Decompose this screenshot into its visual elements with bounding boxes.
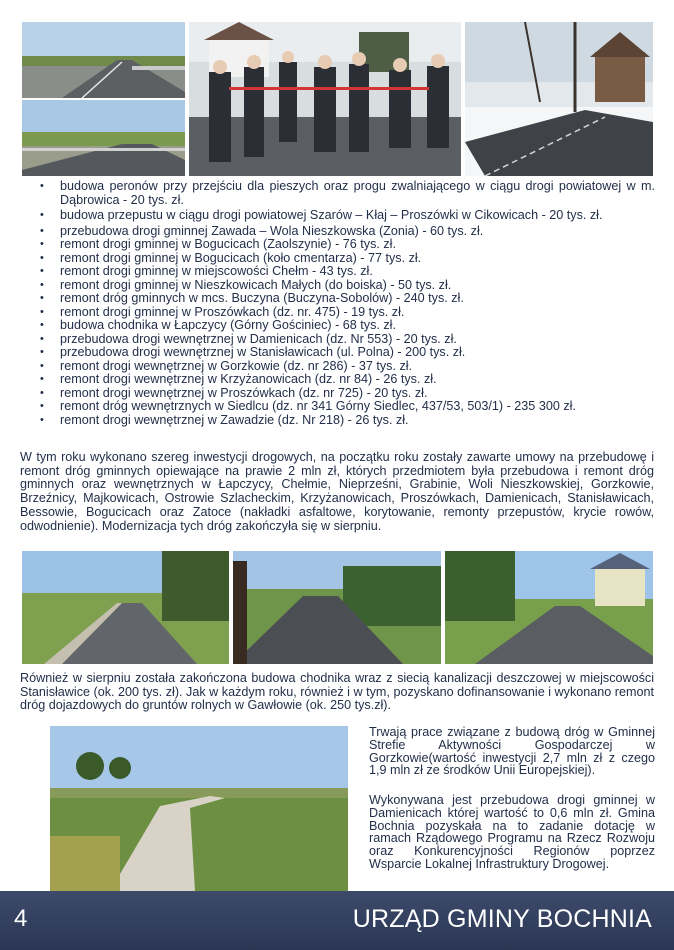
list-item: • przebudowa drogi wewnętrznej w Stanisławicach (ul. Polna) - 200 tys. zł.: [40, 346, 655, 360]
list-item: • przebudowa drogi wewnętrznej w Damienicach (dz. Nr 553) - 20 tys. zł.: [40, 333, 655, 347]
photo-gravel-road: [50, 726, 348, 891]
list-item: • budowa przepustu w ciągu drogi powiatowej Szarów – Kłaj – Proszówki w Cikowicach - 20 tys. zł.: [40, 209, 655, 223]
list-item: • remont drogi wewnętrznej w Gorzkowie (dz. nr 286) - 37 tys. zł.: [40, 360, 655, 374]
investment-list: [40, 180, 655, 427]
photo-road-curve: [233, 551, 441, 664]
photo-road-village: [445, 551, 653, 664]
list-item: • remont dróg gminnych w mcs. Buczyna (Buczyna-Sobolów) - 240 tys. zł.: [40, 292, 655, 306]
photo-road-trees: [22, 551, 229, 664]
list-item: • budowa chodnika w Łapczycy (Górny Gościniec) - 68 tys. zł.: [40, 319, 655, 333]
list-item: • remont drogi wewnętrznej w Krzyżanowicach (dz. nr 84) - 26 tys. zł.: [40, 373, 655, 387]
footer-title: URZĄD GMINY BOCHNIA: [352, 905, 652, 933]
paragraph-damienice-road: Wykonywana jest przebudowa drogi gminnej w Damienicach której wartość to 0,6 mln zł. Gmina Bochnia pozyskała na to zadanie dotację w ramach Rządowego Programu na Rzecz Rozwoju oraz Konkurencyjności Regionów poprzez Wsparcie Lokalnej Infrastruktury Drogowej.: [369, 793, 655, 871]
list-item: • remont drogi gminnej w Proszówkach (dz. nr. 475) - 19 tys. zł.: [40, 306, 655, 320]
paragraph-road-investments: W tym roku wykonano szereg inwestycji drogowych, na początku roku zostały zawarte umowy na przebudowę i remont dróg gminnych opiewające na prawie 2 mln zł, których przedmiotem była przebudowa i remont dróg gminnych oraz wewnętrznych w Łapczycy, Chełmie, Nieprześni, Grabinie, Woli Nieszkowskiej, Gorzkowie, Brzeźnicy, Majkowicach, Ostrowie Szlacheckim, Krzyżanowicach, Proszówkach, Damienicach, Stanisławicach, Bessowie, Bogucicach oraz Zatoce (nakładki asfaltowe, korytowanie, remonty przepustów, krycie rowów, odwodnienie). Modernizacja tych dróg zakończyła się w sierpniu.: [20, 450, 654, 533]
photo-road-fields: [22, 100, 185, 176]
list-item: • przebudowa drogi gminnej Zawada – Wola Nieszkowska (Zonia) - 60 tys. zł.: [40, 225, 655, 239]
list-item: • remont drogi wewnętrznej w Proszówkach (dz. nr 725) - 20 tys. zł.: [40, 387, 655, 401]
photo-ribbon-cutting: [189, 22, 461, 176]
list-item: • budowa peronów przy przejściu dla pieszych oraz progu zwalniającego w ciągu drogi powiatowej w m. Dąbrowica - 20 tys. zł.: [40, 180, 655, 207]
photo-winter-road: [465, 22, 653, 176]
list-item: • remont drogi gminnej w Nieszkowicach Małych (do boiska) - 50 tys. zł.: [40, 279, 655, 293]
list-item: • remont drogi wewnętrznej w Zawadzie (dz. Nr 218) - 26 tys. zł.: [40, 414, 655, 428]
photo-road-guardrail: [22, 22, 185, 98]
list-item: • remont drogi gminnej w Bogucicach (Zaolszynie) - 76 tys. zł.: [40, 238, 655, 252]
list-item: • remont drogi gminnej w miejscowości Chełm - 43 tys. zł.: [40, 265, 655, 279]
paragraph-sidewalk: Również w sierpniu została zakończona budowa chodnika wraz z siecią kanalizacji deszczowej w miejscowości Stanisławice (ok. 200 tys. zł). Jak w każdym roku, również i w tym, pozyskano dofinansowanie i wykonano remont dróg dojazdowych do gruntów rolnych w Gawłowie (ok. 250 tys.zł).: [20, 671, 654, 713]
list-item: • remont drogi gminnej w Bogucicach (koło cmentarza) - 77 tys. zł.: [40, 252, 655, 266]
paragraph-economic-zone: Trwają prace związane z budową dróg w Gminnej Strefie Aktywności Gospodarczej w Gorzkowie(wartość inwestycji 2,7 mln zł z czego 1,9 mln zł ze środków Unii Europejskiej).: [369, 725, 655, 778]
footer-bar: [0, 891, 674, 950]
list-item: • remont dróg wewnętrznych w Siedlcu (dz. nr 341 Górny Siedlec, 437/53, 503/1) - 235 300 zł.: [40, 400, 655, 414]
page-number: 4: [14, 905, 28, 932]
